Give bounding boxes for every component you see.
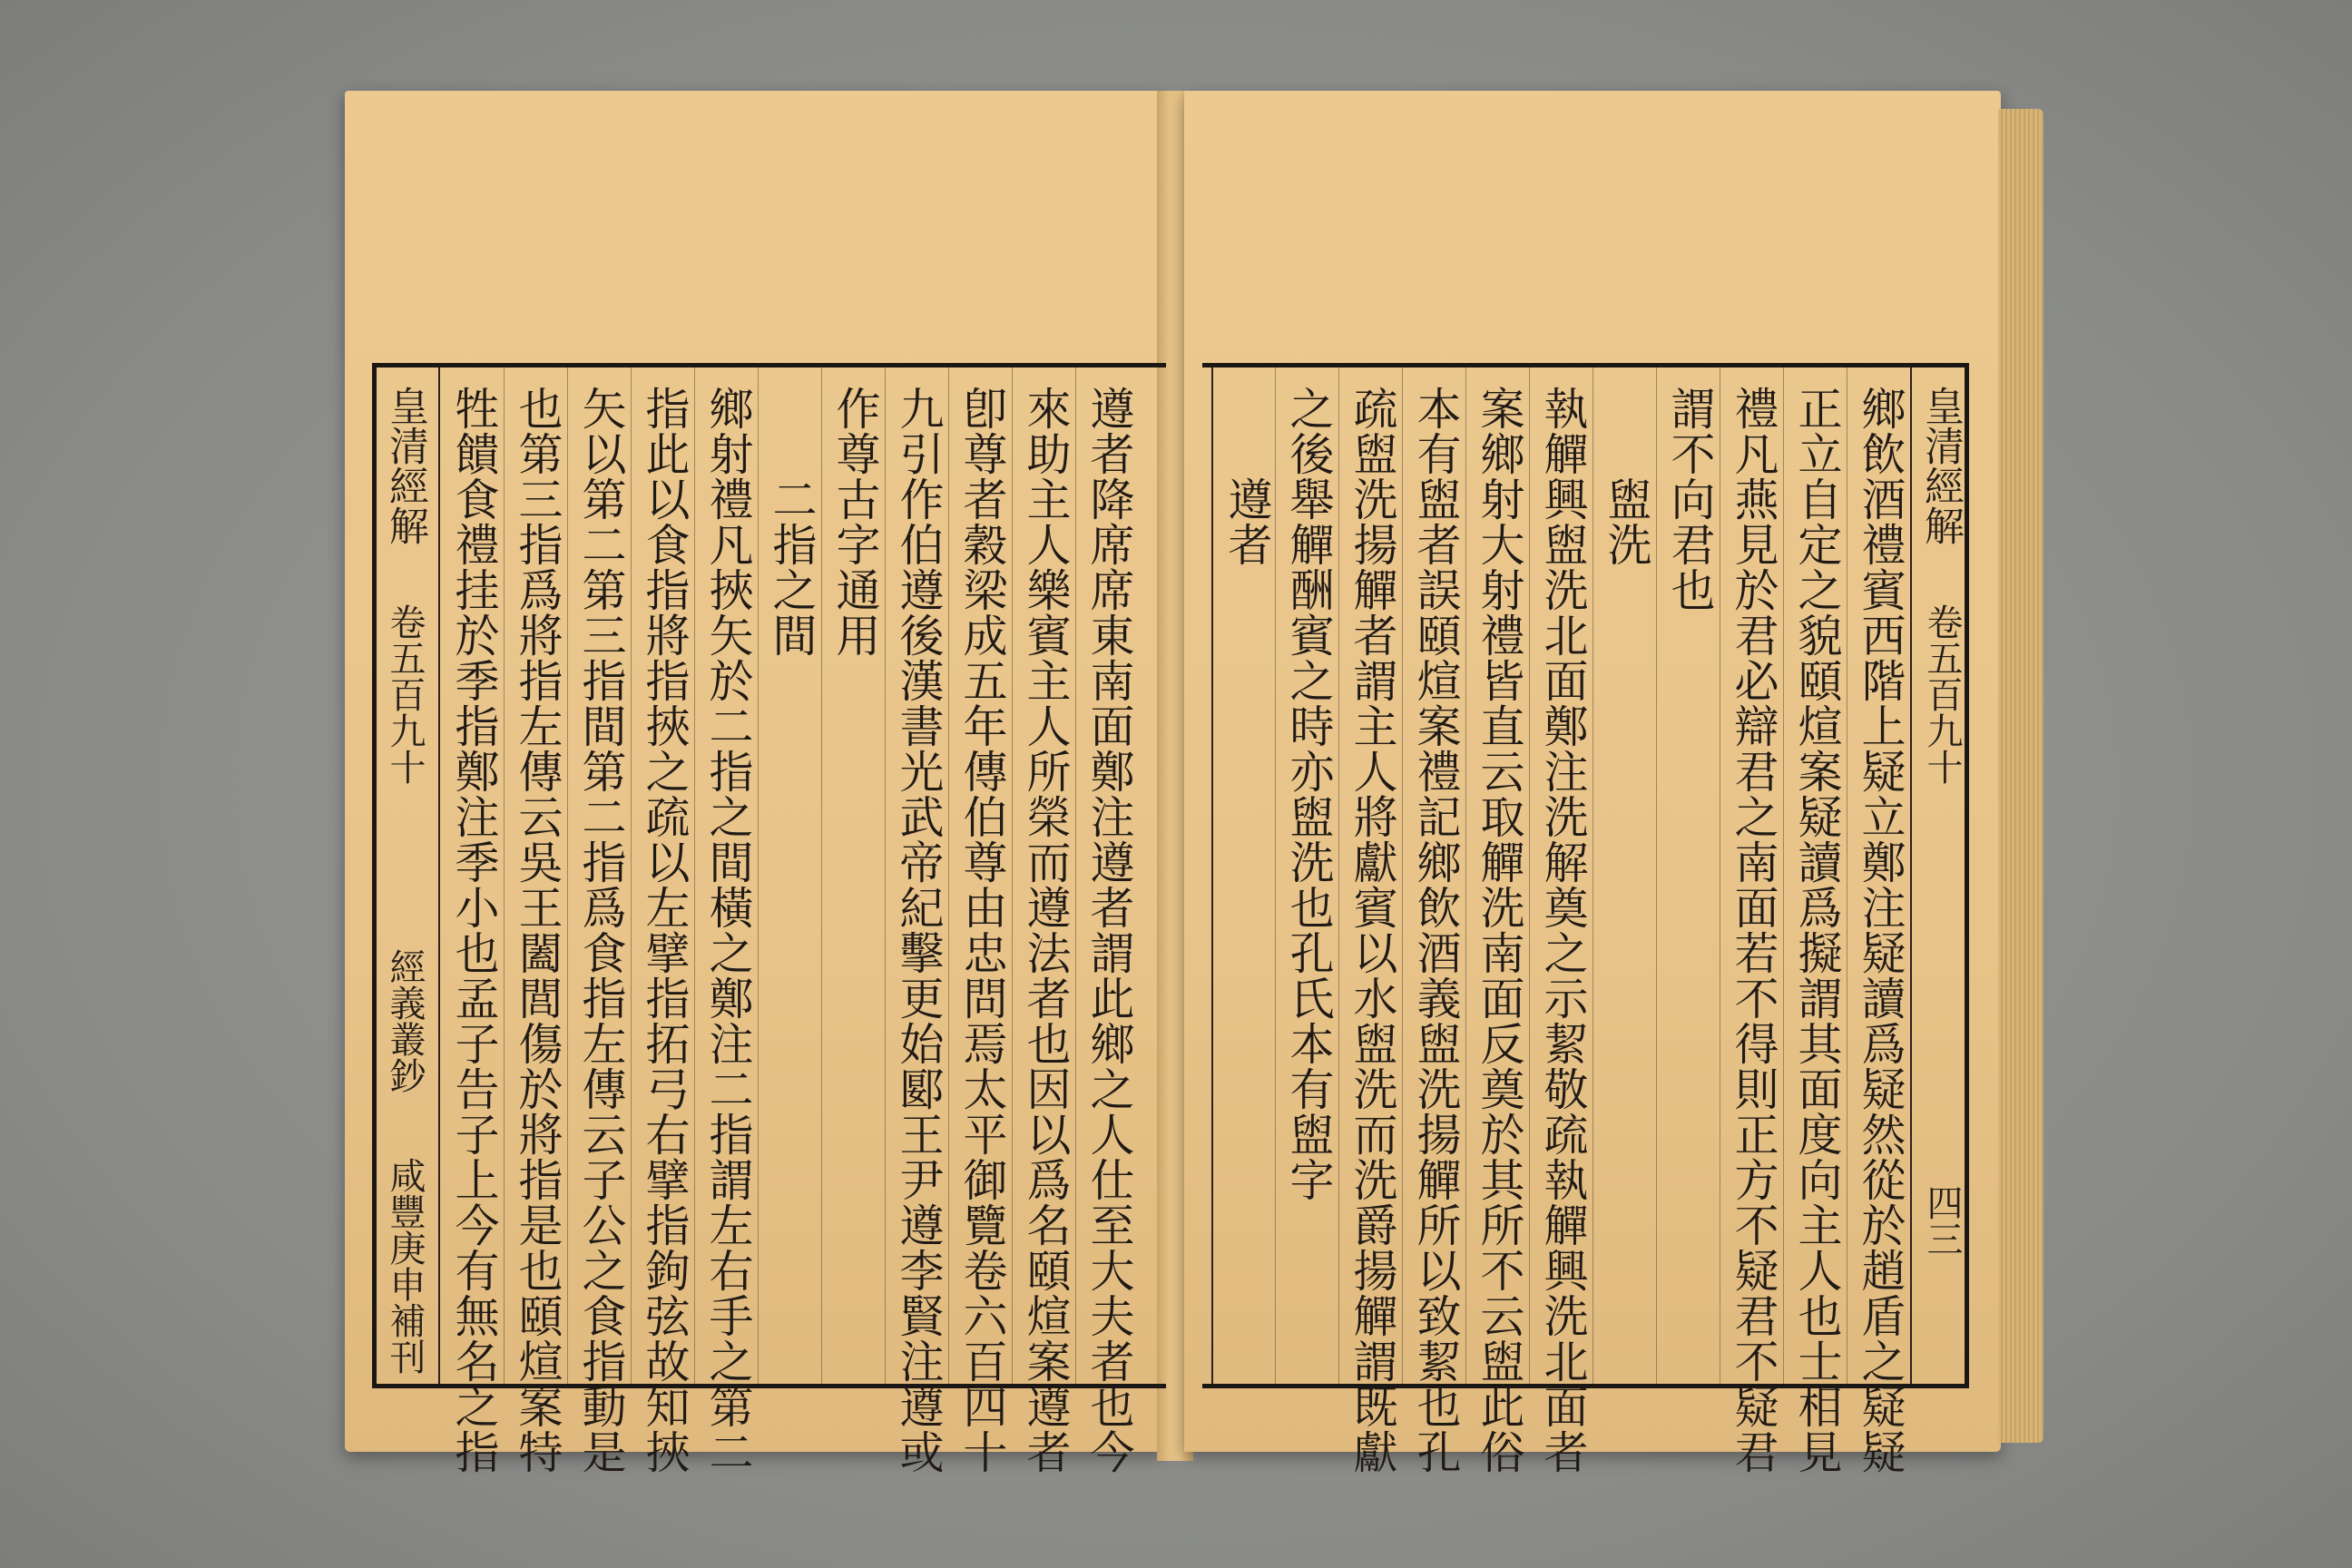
column-rule (1012, 368, 1013, 1384)
text-column: 案鄉射大射禮皆直云取觶洗南面反奠於其所不云盥此俗 (1474, 386, 1525, 1475)
text-column: 執觶興盥洗北面鄭注洗解奠之示絜敬疏執觶興洗北面者 (1537, 386, 1589, 1475)
column-rule (567, 368, 568, 1384)
column-rule (885, 368, 886, 1384)
right-margin-title: 皇清經解 (1917, 386, 1964, 545)
right-margin-volume: 卷五百九十 (1921, 603, 1963, 785)
text-column: 禮凡燕見於君必辯君之南面若不得則正方不疑君不疑君 (1728, 386, 1779, 1475)
left-margin-series: 經義叢鈔 (384, 948, 426, 1093)
banxin-line (1910, 368, 1912, 1384)
text-column: 九引作伯遵後漢書光武帝紀擊更始郾王尹遵李賢注遵或 (893, 386, 945, 1475)
page-edges (1998, 109, 2043, 1443)
column-rule (758, 368, 759, 1384)
open-book (345, 91, 2069, 1479)
column-rule (1529, 368, 1530, 1384)
column-rule (1656, 368, 1657, 1384)
column-rule (1402, 368, 1403, 1384)
column-rule (948, 368, 949, 1384)
left-margin-volume: 卷五百九十 (384, 603, 426, 785)
text-column: 本有盥者誤頤煊案禮記鄉飲酒義盥洗揚觶所以致絜也孔 (1410, 386, 1462, 1475)
column-rule (1783, 368, 1784, 1384)
column-rule (1465, 368, 1466, 1384)
text-column: 也第三指爲將指左傳云吳王闔閭傷於將指是也頤煊案特 (512, 386, 564, 1475)
right-text-frame (1202, 363, 1969, 1475)
section-heading: 盥洗 (1601, 476, 1652, 567)
text-column: 正立自定之貌頤煊案疑讀爲擬謂其面度向主人也士相見 (1791, 386, 1843, 1475)
left-margin-title: 皇清經解 (382, 386, 428, 545)
section-heading: 二指之間 (766, 476, 818, 658)
text-column: 牲饋食禮挂於季指鄭注季小也孟子告子上今有無名之指 (448, 386, 500, 1475)
column-rule (1338, 368, 1339, 1384)
right-margin-folio: 四三 (1921, 1184, 1963, 1257)
column-rule (694, 368, 695, 1384)
section-heading: 遵者 (1221, 476, 1273, 567)
column-rule (1592, 368, 1593, 1384)
text-column: 作尊古字通用 (829, 386, 881, 658)
column-rule (1275, 368, 1276, 1384)
text-column: 鄉飲酒禮賓西階上疑立鄭注疑讀爲疑然從於趙盾之疑疑 (1855, 386, 1906, 1475)
column-rule (821, 368, 822, 1384)
text-column: 卽尊者穀梁成五年傳伯尊由忠問焉太平御覽卷六百四十 (956, 386, 1008, 1475)
frame-inner-line (1211, 368, 1213, 1384)
text-column: 之後舉觶酬賓之時亦盥洗也孔氏本有盥字 (1283, 386, 1335, 1202)
left-margin-edition: 咸豐庚申補刊 (384, 1157, 426, 1375)
column-rule (1075, 368, 1076, 1384)
text-column: 遵者降席席東南面鄭注遵者謂此鄉之人仕至大夫者也今 (1083, 386, 1135, 1475)
banxin-line (438, 368, 440, 1384)
text-column: 指此以食指將指挾之疏以左擘指拓弓右擘指鉤弦故知挾 (639, 386, 691, 1475)
column-rule (631, 368, 632, 1384)
text-column: 疏盥洗揚觶者謂主人將獻賓以水盥洗而洗爵揚觶謂既獻 (1347, 386, 1398, 1475)
text-column: 矢以第二第三指間第二指爲食指左傳云子公之食指動是 (575, 386, 627, 1475)
left-text-frame (372, 363, 1166, 1475)
column-rule (504, 368, 505, 1384)
text-column: 謂不向君也 (1664, 386, 1716, 612)
text-column: 鄉射禮凡挾矢於二指之間橫之鄭注二指謂左右手之第二 (702, 386, 754, 1475)
text-column: 來助主人樂賓主人所榮而遵法者也因以爲名頤煊案遵者 (1020, 386, 1072, 1475)
